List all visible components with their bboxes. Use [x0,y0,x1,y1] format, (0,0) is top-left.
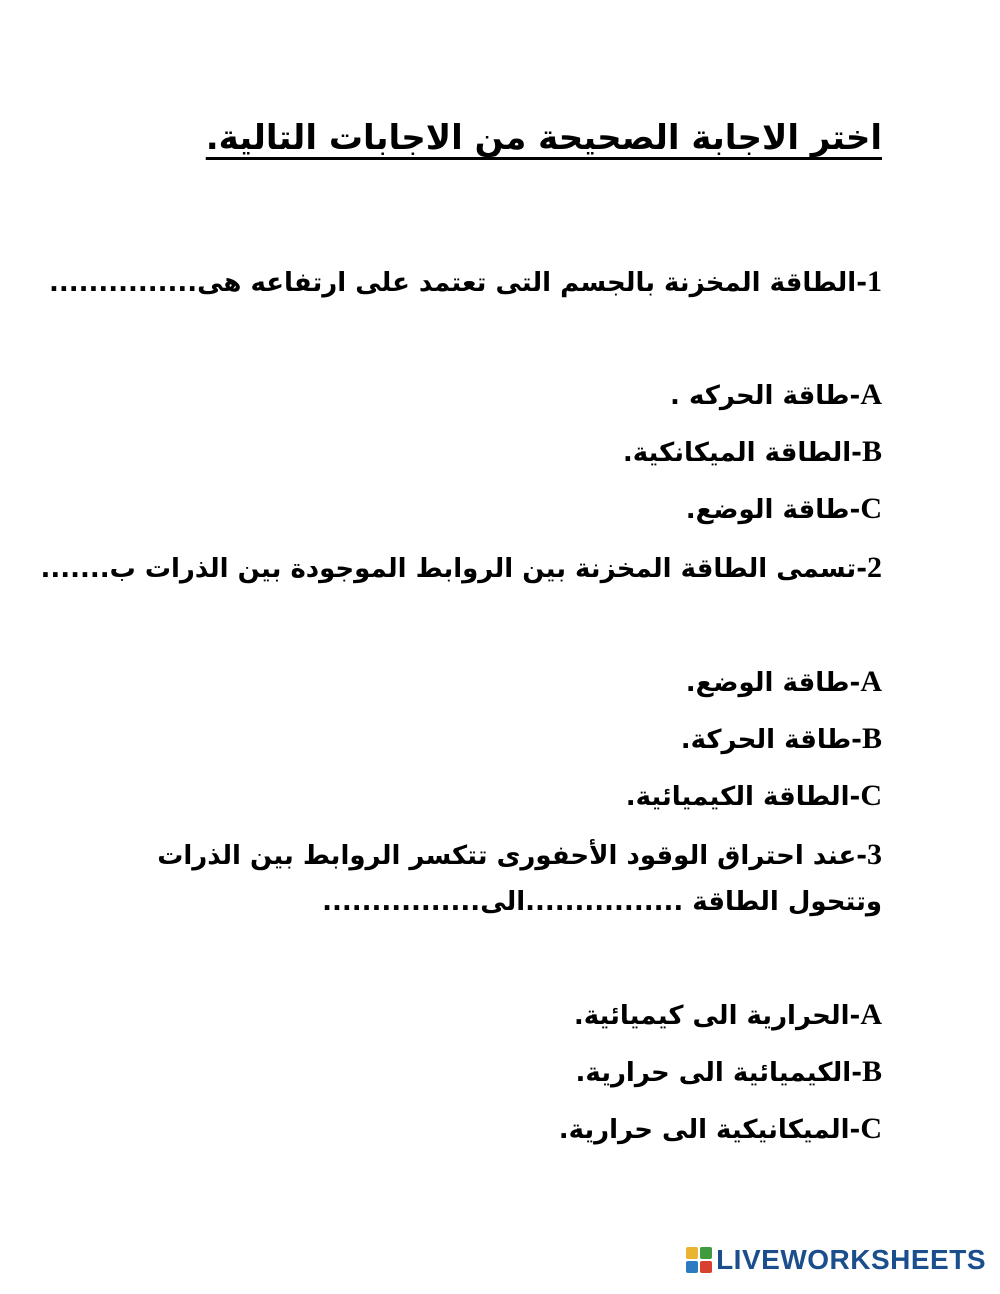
option-letter: B [861,435,882,468]
option-text: -الطاقة الميكانكية. [622,438,862,468]
option-letter: B [861,1055,882,1088]
option-text: -الكيميائية الى حرارية. [575,1058,862,1088]
question-text: -الطاقة المخزنة بالجسم التى تعتمد على ارتفاعه هى............... [48,268,867,298]
q1-option-a[interactable] [670,375,882,416]
q3-option-c[interactable] [559,1109,882,1150]
option-text: -الميكانيكية الى حرارية. [558,1115,861,1145]
q1-option-c[interactable] [686,489,882,530]
option-text: -طاقة الحركه . [670,381,861,411]
question-text: -عند احتراق الوقود الأحفورى تتكسر الروابط بين الذرات وتتحول الطاقة ................الى................ [157,841,882,917]
question-number: 2 [867,551,882,584]
question-1 [49,262,882,303]
option-text: -طاقة الوضع. [685,668,861,698]
question-number: 3 [867,838,882,871]
brand-name: LIVEWORKSHEETS [716,1244,986,1275]
q2-option-b[interactable] [681,719,882,760]
option-letter: B [861,722,882,755]
question-2 [41,548,882,589]
q2-option-a[interactable] [686,662,882,703]
option-letter: A [860,378,882,411]
q3-option-b[interactable] [576,1052,882,1093]
page-title: اختر الاجابة الصحيحة من الاجابات التالية. [205,118,882,158]
option-letter: C [860,492,882,525]
liveworksheets-brand[interactable] [686,1244,986,1276]
question-3 [112,832,882,925]
question-text: -تسمى الطاقة المخزنة بين الروابط الموجودة بين الذرات ب....... [40,554,867,584]
option-letter: C [860,779,882,812]
q3-option-a[interactable] [574,995,882,1036]
option-letter: A [860,998,882,1031]
liveworksheets-logo-icon [686,1247,712,1273]
q1-option-b[interactable] [623,432,882,473]
option-text: -الطاقة الكيميائية. [625,782,861,812]
option-text: -طاقة الوضع. [685,495,861,525]
option-text: -طاقة الحركة. [680,725,862,755]
q2-option-c[interactable] [626,776,882,817]
option-text: -الحرارية الى كيميائية. [573,1001,861,1031]
question-number: 1 [867,265,882,298]
option-letter: A [860,665,882,698]
option-letter: C [860,1112,882,1145]
